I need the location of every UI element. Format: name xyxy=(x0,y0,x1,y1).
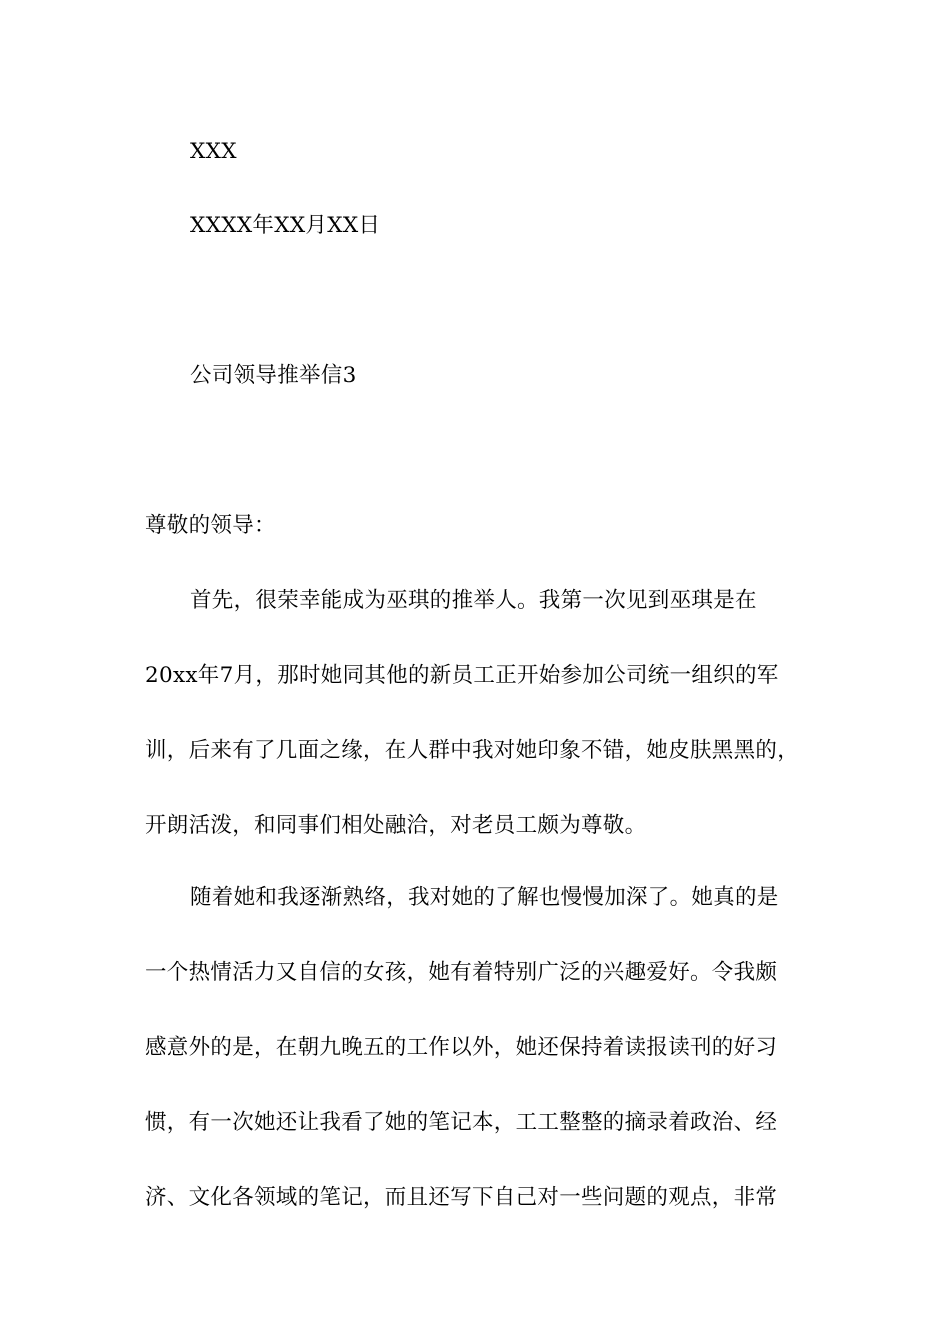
letter-title: 公司领导推举信3 xyxy=(190,363,357,388)
paragraph-line: 训，后来有了几面之缘，在人群中我对她印象不错，她皮肤黑黑的， xyxy=(145,738,800,763)
paragraph-line: 随着她和我逐渐熟络，我对她的了解也慢慢加深了。她真的是 xyxy=(190,885,779,910)
paragraph-line: 开朗活泼，和同事们相处融洽，对老员工颇为尊敬。 xyxy=(145,813,647,838)
paragraph-line: 济、文化各领域的笔记，而且还写下自己对一些问题的观点，非常 xyxy=(145,1185,778,1210)
signature-date: XXXX年XX月XX日 xyxy=(190,213,381,238)
paragraph-line: 首先，很荣幸能成为巫琪的推举人。我第一次见到巫琪是在 xyxy=(190,588,757,613)
paragraph-line: 一个热情活力又自信的女孩，她有着特别广泛的兴趣爱好。令我颇 xyxy=(145,960,778,985)
paragraph-line: 感意外的是，在朝九晚五的工作以外，她还保持着读报读刊的好习 xyxy=(145,1035,778,1060)
paragraph-line: 20xx年7月，那时她同其他的新员工正开始参加公司统一组织的军 xyxy=(145,663,779,688)
paragraph-line: 惯，有一次她还让我看了她的笔记本，工工整整的摘录着政治、经 xyxy=(145,1110,778,1135)
salutation: 尊敬的领导： xyxy=(145,513,276,538)
signature-name: XXX xyxy=(190,139,237,164)
